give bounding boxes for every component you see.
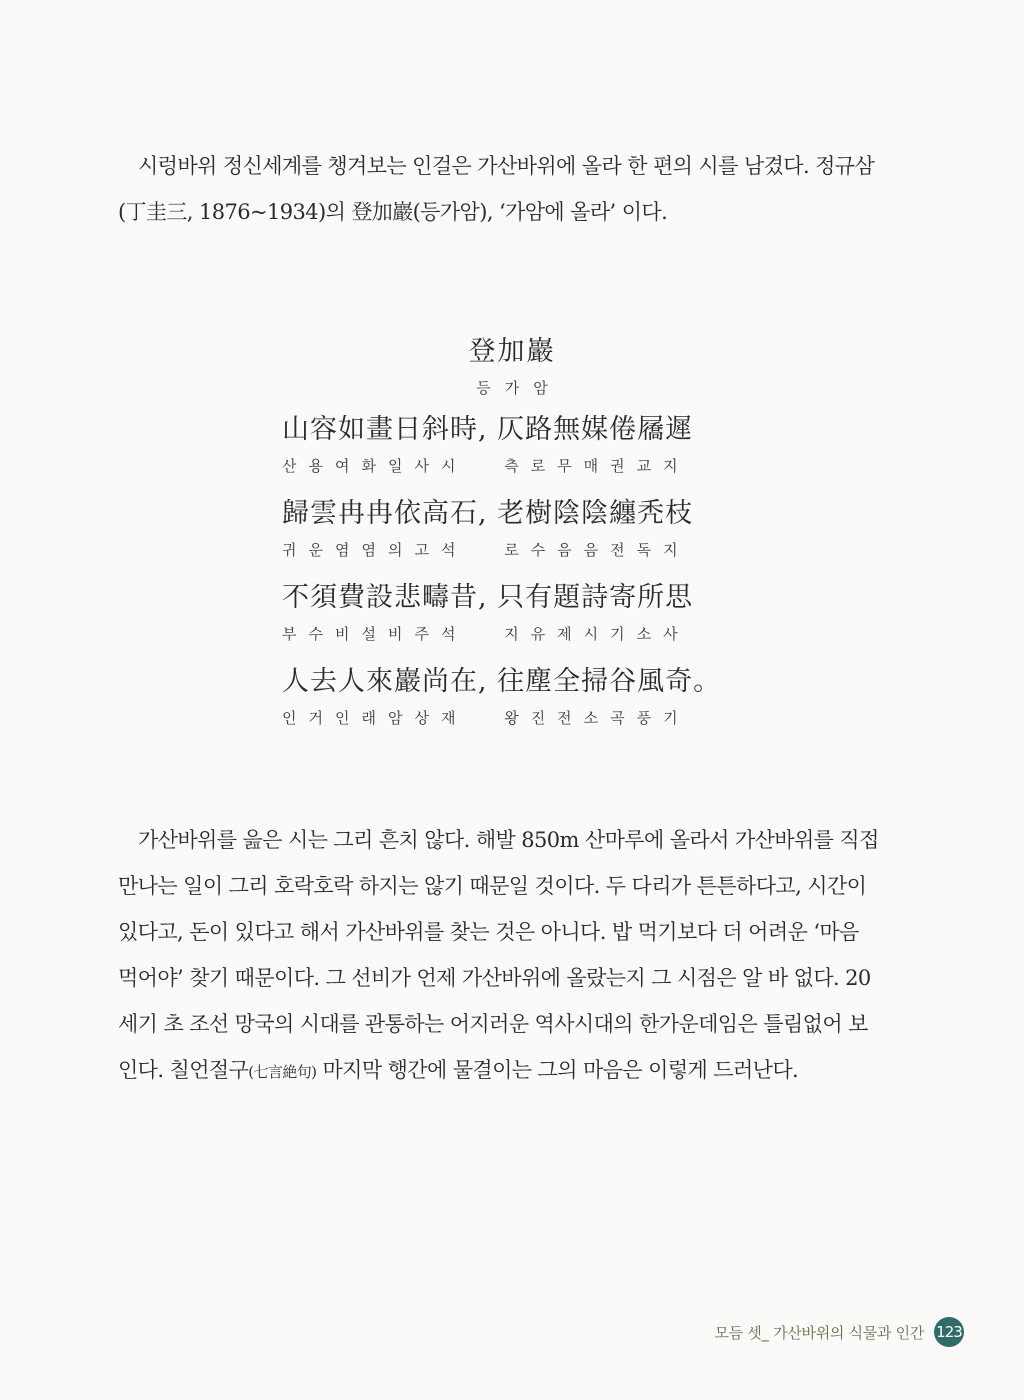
poem-reading-1: 산용여화일사시 측로무매권교지 <box>282 457 690 475</box>
poem-reading-2: 귀운염염의고석 로수음음전독지 <box>282 541 690 559</box>
intro-paragraph <box>118 143 900 235</box>
body-line-3: 있다고, 돈이 있다고 해서 가산바위를 찾는 것은 아니다. 밥 먹기보다 더 어려운 ‘마음 <box>118 920 859 944</box>
poem-title: 登加巖 <box>468 336 556 367</box>
poem-title-reading: 등가암 <box>476 379 562 397</box>
body-line-5: 세기 초 조선 망국의 시대를 관통하는 어지러운 역사시대의 한가운데임은 틀림없어 보 <box>118 1012 868 1036</box>
running-footer-title: 모듬 셋_ 가산바위의 식물과 인간 <box>714 1323 924 1342</box>
body-line-1: 가산바위를 읊은 시는 그리 흔치 않다. 해발 850m 산마루에 올라서 가산바위를 직접 <box>138 828 879 852</box>
poem-line-2: 歸雲冉冉依高石, 老樹陰陰纏秃枝 <box>282 498 694 529</box>
intro-line-1: 시렁바위 정신세계를 챙겨보는 인걸은 가산바위에 올라 한 편의 시를 남겼다. 정규삼 <box>138 154 875 178</box>
poem-block <box>0 330 1024 744</box>
poem-line-1: 山容如畫日斜時, 仄路無媒倦屩遲 <box>282 414 694 445</box>
body-line-6-end: 마지막 행간에 물결이는 그의 마음은 이렇게 드러난다. <box>316 1058 799 1082</box>
intro-line-2: (丁圭三, 1876~1934)의 登加巖(등가암), ‘가암에 올라’ 이다. <box>118 200 668 224</box>
body-line-2: 만나는 일이 그리 호락호락 하지는 않기 때문일 것이다. 두 다리가 튼튼하다고, 시간이 <box>118 874 867 898</box>
poem-reading-3: 부수비설비주석 지유제시기소사 <box>282 625 690 643</box>
page-footer <box>714 1317 964 1347</box>
poem-reading-4: 인거인래암상재 왕진전소곡풍기 <box>282 709 690 727</box>
page-number-badge: 123 <box>934 1317 964 1347</box>
body-line-4: 먹어야’ 찾기 때문이다. 그 선비가 언제 가산바위에 올랐는지 그 시점은 알 바 없다. 20 <box>118 966 871 990</box>
body-line-6-start: 인다. 칠언절구 <box>118 1058 249 1082</box>
poem-line-3: 不須費設悲疇昔, 只有題詩寄所思 <box>282 582 694 613</box>
poem-line-4: 人去人來巖尚在, 往塵全掃谷風奇。 <box>282 666 722 697</box>
poem-lines <box>282 408 742 732</box>
body-line-6-hanja: (七言絶句) <box>248 1063 317 1081</box>
body-paragraph <box>118 817 900 1095</box>
